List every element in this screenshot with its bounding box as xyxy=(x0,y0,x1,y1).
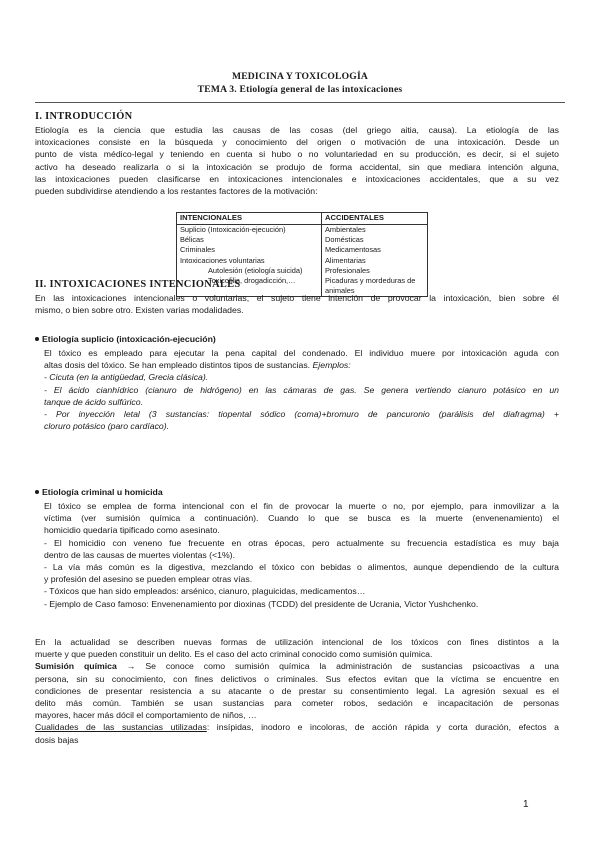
document-title: MEDICINA Y TOXICOLOGÍA xyxy=(231,71,369,82)
intro-paragraph xyxy=(35,124,559,197)
table-item: Bélicas xyxy=(180,235,204,245)
text-line: - El ácido cianhídrico (cianuro de hidrógeno) en las cámaras de gas. Se genera vertiendo cianuro potásico en un xyxy=(44,384,559,395)
text-line: mayores, hacer más dócil el comportamiento de niños, … xyxy=(35,710,257,721)
term-cualidades: Cualidades de las sustancias utilizadas xyxy=(35,722,207,733)
section-heading-introduccion: I. INTRODUCCIÓN xyxy=(35,111,133,122)
text-line: dosis bajas xyxy=(35,734,79,745)
bullet-icon xyxy=(35,490,39,494)
text-line xyxy=(44,359,559,371)
text-line: condiciones de presentar resistencia a su atacante o de prestar su consentimiento legal. La agresión sexual es el xyxy=(35,685,559,696)
text-line: punto de vista médico-legal y teniendo en cuenta si hubo o no voluntariedad en su producción, es decir, si el sujeto xyxy=(35,149,559,160)
text-line: - Cicuta (en la antigüedad, Grecia clásica). xyxy=(44,372,209,383)
text-line: cloruro potásico (paro cardíaco). xyxy=(44,421,170,432)
text-line: activo ha deseado realizarla o si la intoxicación se produjo de forma accidental, sin que mediara intención alguna, xyxy=(35,161,559,172)
text-line: mismo, o bien sobre otro. Existen varias modalidades. xyxy=(35,305,244,316)
table-item: Ambientales xyxy=(325,225,366,234)
text-line: Etiología es la ciencia que estudia las causas de las cosas (del griego aitia, causa). La etiología de las xyxy=(35,125,559,135)
text-span: altas dosis del tóxico. Se han empleado distintos tipos de sustancias. xyxy=(44,360,313,371)
text-line: intoxicaciones consiste en la búsqueda y conocimiento del origen o motivación de una intoxicación. Desde un xyxy=(35,137,559,148)
table-item: Profesionales xyxy=(325,265,370,275)
table-item: animales xyxy=(325,286,355,296)
table-header-accidentales: ACCIDENTALES xyxy=(322,213,428,225)
intencionales-intro xyxy=(35,292,559,316)
table-item: Medicamentosas xyxy=(325,245,381,255)
term-sumision-quimica: Sumisión química xyxy=(35,661,117,672)
table-item: Criminales xyxy=(180,245,215,255)
text-line: - El homicidio con veneno fue frecuente en otras épocas, pero actualmente su frecuencia estadística es muy baja xyxy=(44,537,559,548)
text-span: : insípidas, inodoro e incoloras, de acción rápida y corta duración, efectos a xyxy=(206,722,560,733)
text-line xyxy=(35,660,559,672)
text-line: y profesión del asesino se pueden emplear otras vías. xyxy=(44,574,253,585)
text-line: - La vía más común es la digestiva, mezclando el tóxico con bebidas o alimentos, aunque dependiendo de la cultura xyxy=(44,562,559,573)
bullet-icon xyxy=(35,337,39,341)
text-line: delito más común. También se usan sustancias para cometer robos, sedación e incapacitación de personas xyxy=(35,698,559,709)
text-line: - Tóxicos que han sido empleados: arsénico, cianuro, plaguicidas, medicamentos… xyxy=(44,586,366,597)
text-line: - Ejemplo de Caso famoso: Envenenamiento por dioxinas (TCDD) del presidente de Ucrania, Victor Yushchenko. xyxy=(44,598,479,609)
text-line: homicidio quedaría tipificado como asesinato. xyxy=(44,525,220,536)
header-rule xyxy=(35,102,565,103)
section-heading-intencionales: II. INTOXICACIONES INTENCIONALES xyxy=(35,279,241,290)
subheading-suplicio xyxy=(35,334,216,344)
subheading-criminal xyxy=(35,487,163,497)
page-number: 1 xyxy=(523,799,529,810)
table-subitem: Toxicofilia, drogadicción,… xyxy=(208,276,296,286)
document-subtitle: TEMA 3. Etiología general de las intoxicaciones xyxy=(197,84,403,95)
table-item: Picaduras y mordeduras de xyxy=(325,276,416,286)
text-line: persona, sin su conocimiento, con fines delictivos o criminales. Sus efectos evitan que la víctima se encuentre en xyxy=(35,673,559,684)
text-line: tanque de ácido sulfúrico. xyxy=(44,396,144,407)
table-item: Intoxicaciones voluntarias xyxy=(180,255,265,265)
text-line: En las intoxicaciones intencionales o voluntarias, el sujeto tiene intención de provocar la intoxicación, bien sobre él xyxy=(35,293,559,303)
text-line: En la actualidad se describen nuevas formas de utilización intencional de los tóxicos con fines distintos a la xyxy=(35,637,559,647)
text-line: pueden subdividirse atendiendo a los restantes factores de la motivación: xyxy=(35,186,318,197)
text-line: El tóxico se emplea de forma intencional con el fin de provocar la muerte o no, por ejemplo, para inmovilizar a la xyxy=(44,501,559,511)
subheading-text: Etiología suplicio (intoxicación-ejecución) xyxy=(42,334,216,344)
table-item: Suplicio (Intoxicación-ejecución) xyxy=(180,225,286,234)
table-item: Domésticas xyxy=(325,235,364,245)
text-line xyxy=(35,721,559,733)
text-line: víctima (ver sumisión química a continuación). Cuando lo que se busca es la muerte (envenenamiento) el xyxy=(44,513,559,524)
sumision-paragraph xyxy=(35,636,559,746)
text-line: dentro de las causas de muertes violentas (<1%). xyxy=(44,549,235,560)
criminal-paragraph xyxy=(44,500,559,610)
table-header-intencionales: INTENCIONALES xyxy=(177,213,322,225)
table-cell-accidentales xyxy=(322,225,428,297)
suplicio-paragraph xyxy=(44,347,559,432)
table-subitem: Autolesión (etiología suicida) xyxy=(208,265,303,275)
text-span: → Se conoce como sumisión química la administración de sustancias psicoactivas a una xyxy=(116,661,560,672)
text-line: las intoxicaciones pueden clasificarse en intoxicaciones intencionales e intoxicaciones accidentales, que a su vez xyxy=(35,173,559,184)
text-line: El tóxico es empleado para ejecutar la pena capital del condenado. El individuo muere por intoxicación aguda con xyxy=(44,348,559,358)
text-line: muerte y que pueden constituir un delito. Es el caso del acto criminal conocido como sumisión química. xyxy=(35,649,433,660)
subheading-text: Etiología criminal u homicida xyxy=(42,487,163,497)
text-line: - Por inyección letal (3 sustancias: tiopental sódico (coma)+bromuro de pancuronio (parálisis del diafragma) + xyxy=(44,409,559,420)
table-item: Alimentarias xyxy=(325,255,366,265)
text-span: Ejemplos: xyxy=(312,360,351,371)
